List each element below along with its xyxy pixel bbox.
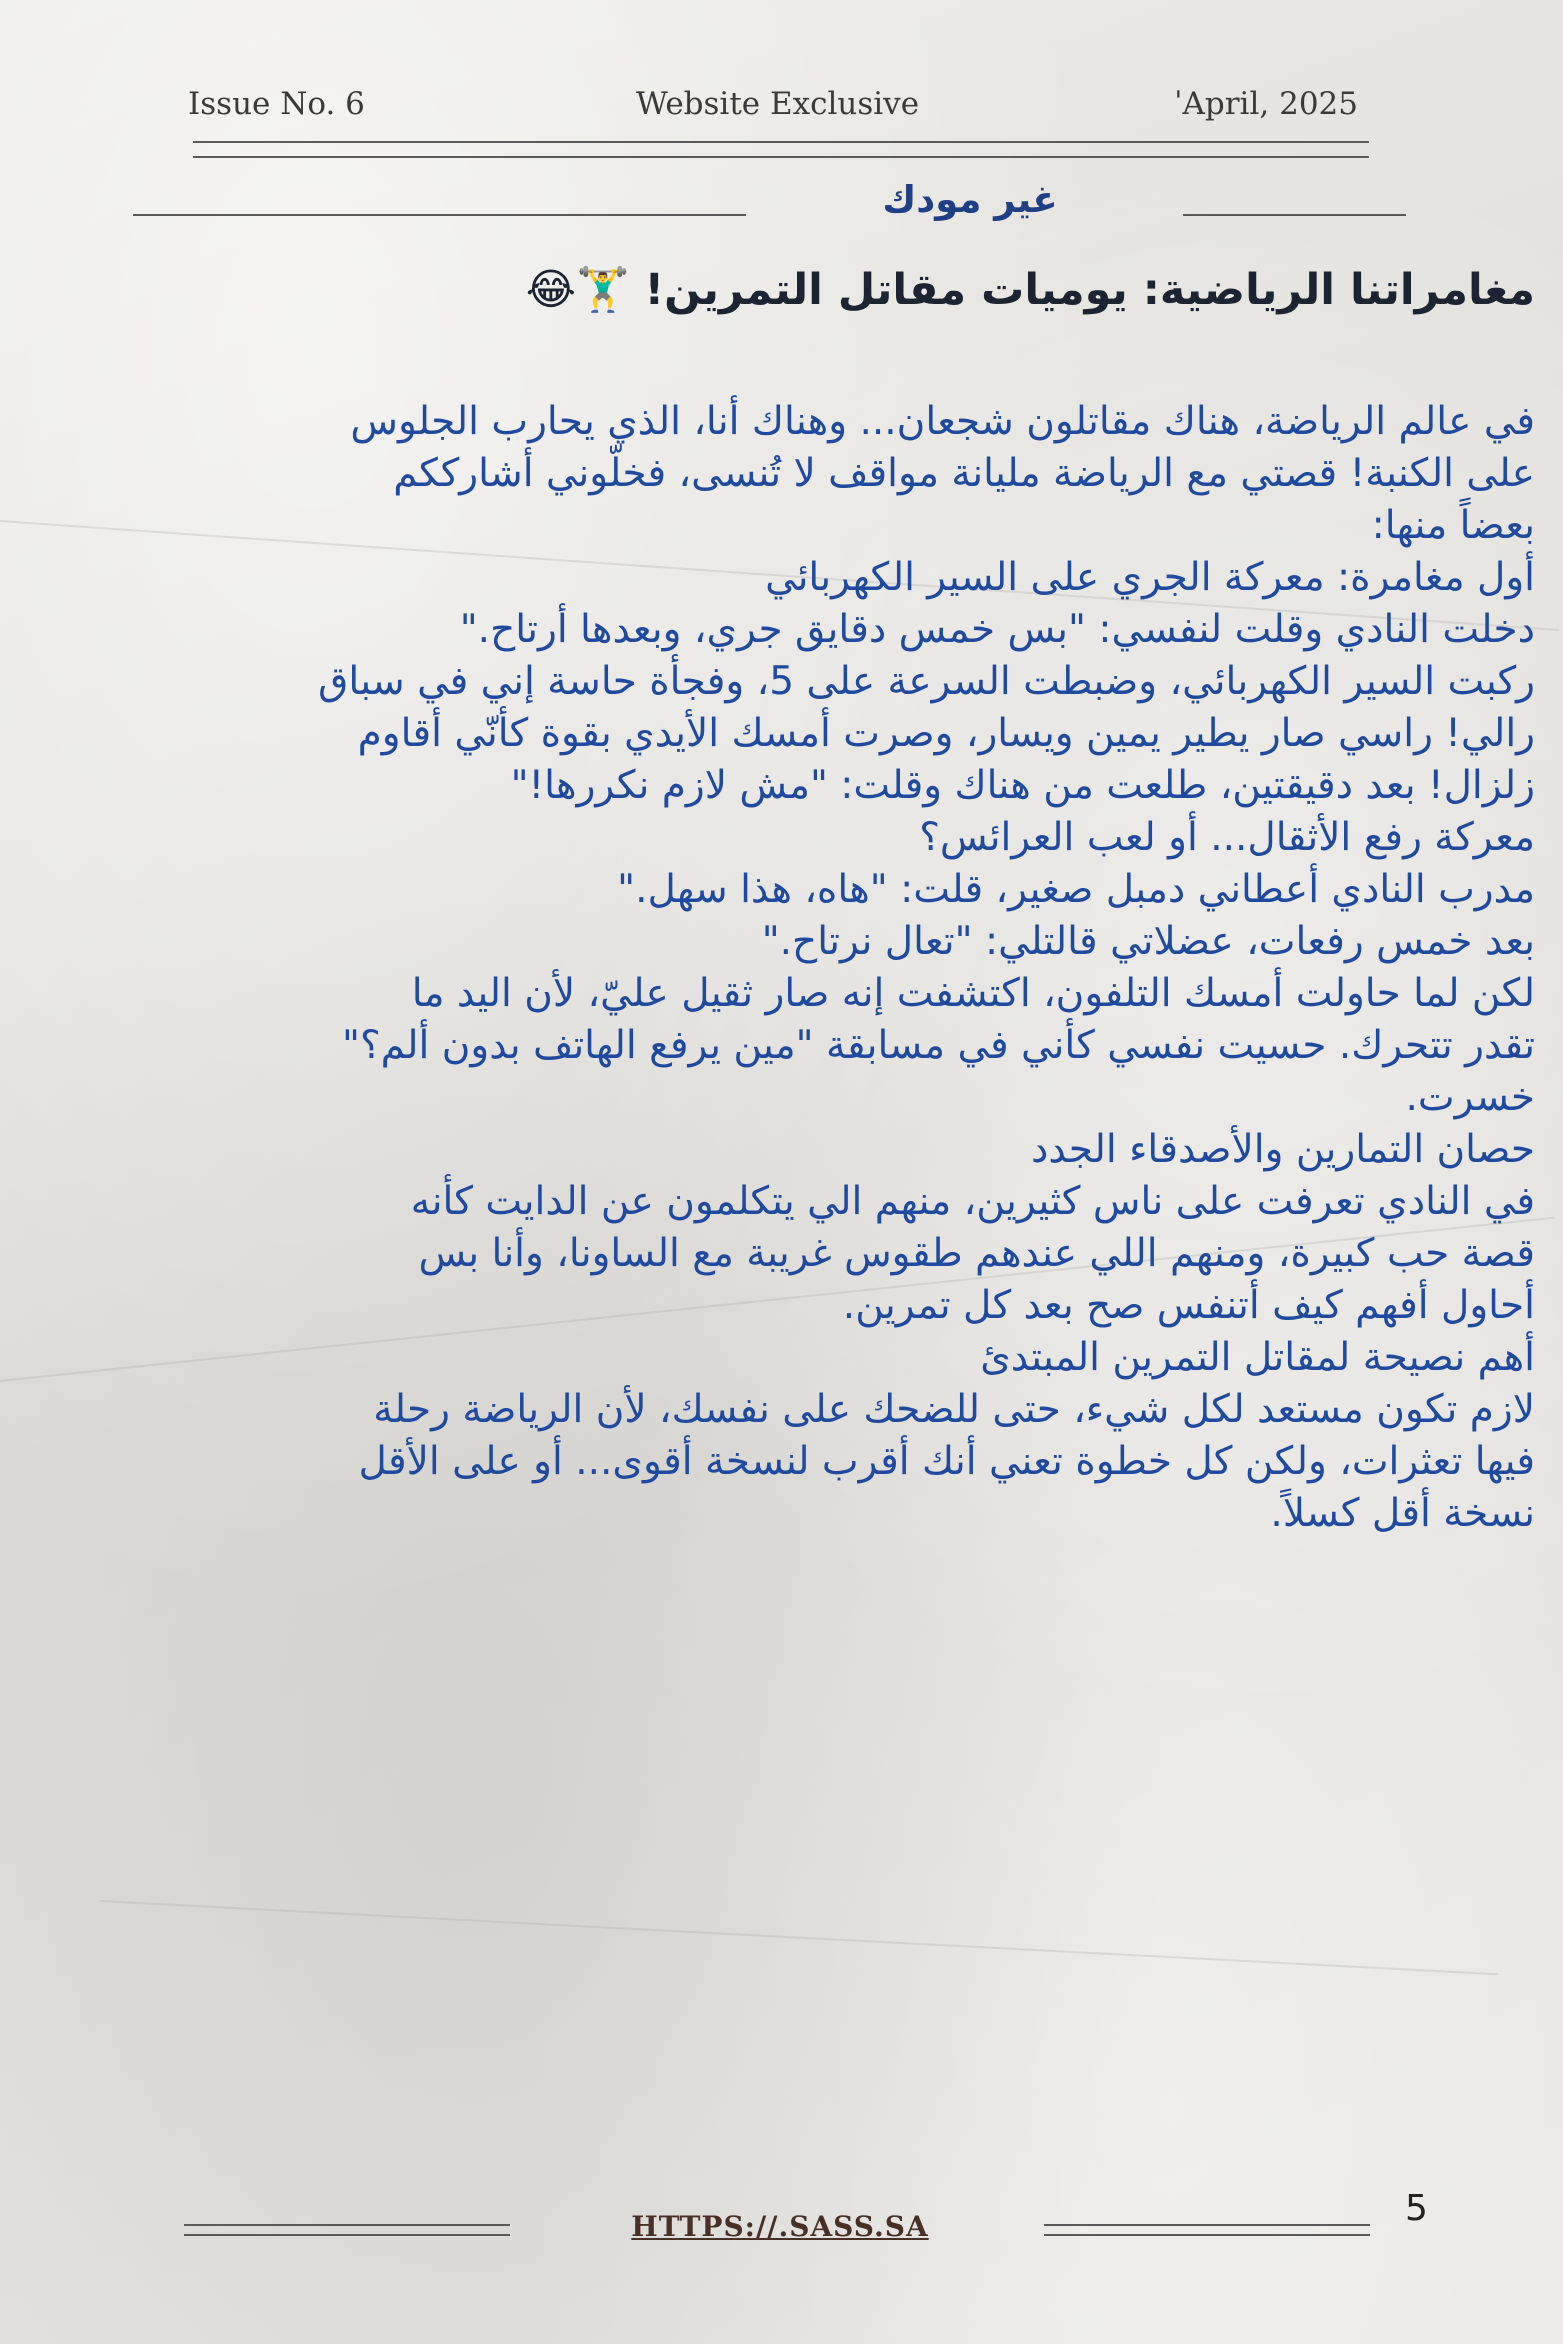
body-line: لكن لما حاولت أمسك التلفون، اكتشفت إنه صار ثقيل عليّ، لأن اليد ما bbox=[411, 971, 1535, 1016]
section-rule-left bbox=[133, 214, 746, 216]
section-tag: غير مودك bbox=[882, 178, 1058, 221]
body-line: رالي! راسي صار يطير يمين ويسار، وصرت أمسك الأيدي بقوة كأنّي أقاوم bbox=[357, 711, 1535, 756]
body-line: قصة حب كبيرة، ومنهم اللي عندهم طقوس غريبة مع الساونا، وأنا بس bbox=[418, 1231, 1535, 1276]
body-line: مدرب النادي أعطاني دمبل صغير، قلت: "هاه، هذا سهل." bbox=[617, 867, 1535, 912]
body-line: أحاول أفهم كيف أتنفس صح بعد كل تمرين. bbox=[842, 1283, 1535, 1328]
body-line: دخلت النادي وقلت لنفسي: "بس خمس دقايق جري، وبعدها أرتاح." bbox=[459, 607, 1535, 652]
body-line: تقدر تتحرك. حسيت نفسي كأني في مسابقة "مين يرفع الهاتف بدون ألم؟" bbox=[342, 1023, 1535, 1068]
footer-rule-left-top bbox=[184, 2224, 510, 2226]
body-line: لازم تكون مستعد لكل شيء، حتى للضحك على نفسك، لأن الرياضة رحلة bbox=[373, 1387, 1535, 1432]
subheading: أول مغامرة: معركة الجري على السير الكهربائي bbox=[765, 555, 1535, 600]
subheading: حصان التمارين والأصدقاء الجدد bbox=[1030, 1127, 1535, 1172]
header-rule-top bbox=[193, 141, 1369, 143]
body-line: نسخة أقل كسلاً. bbox=[1270, 1491, 1535, 1536]
body-line: زلزال! بعد دقيقتين، طلعت من هناك وقلت: "مش لازم نكررها!" bbox=[510, 763, 1535, 808]
page-number: 5 bbox=[1405, 2188, 1428, 2229]
body-line: بعد خمس رفعات، عضلاتي قالتلي: "تعال نرتاح." bbox=[761, 919, 1535, 964]
website-link[interactable]: HTTPS://.SASS.SA bbox=[631, 2210, 929, 2243]
issue-number: Issue No. 6 bbox=[188, 86, 365, 122]
body-line: فيها تعثرات، ولكن كل خطوة تعني أنك أقرب لنسخة أقوى... أو على الأقل bbox=[358, 1439, 1535, 1484]
masthead bbox=[188, 86, 1358, 130]
article-title: مغامراتنا الرياضية: يوميات مقاتل التمرين! 🏋️‍♂️😂 bbox=[525, 265, 1535, 315]
subheading: أهم نصيحة لمقاتل التمرين المبتدئ bbox=[980, 1335, 1535, 1380]
subheading: معركة رفع الأثقال... أو لعب العرائس؟ bbox=[919, 815, 1535, 860]
footer-rule-right-bottom bbox=[1044, 2234, 1370, 2236]
body-line: ركبت السير الكهربائي، وضبطت السرعة على 5، وفجأة حاسة إني في سباق bbox=[318, 659, 1535, 704]
footer-rule-left-bottom bbox=[184, 2234, 510, 2236]
body-line: في عالم الرياضة، هناك مقاتلون شجعان... وهناك أنا، الذي يحارب الجلوس bbox=[350, 399, 1535, 444]
edition-label: Website Exclusive bbox=[636, 86, 920, 122]
body-line: خسرت. bbox=[1405, 1075, 1535, 1120]
body-line: بعضاً منها: bbox=[1371, 503, 1535, 548]
body-line: في النادي تعرفت على ناس كثيرين، منهم الي يتكلمون عن الدايت كأنه bbox=[410, 1179, 1535, 1224]
article-body bbox=[10, 396, 1535, 1540]
header-rule-bottom bbox=[193, 156, 1369, 158]
paper-crease bbox=[100, 1900, 1498, 1975]
issue-date: ˈApril, 2025 bbox=[1173, 86, 1358, 122]
footer-rule-right-top bbox=[1044, 2224, 1370, 2226]
body-line: على الكنبة! قصتي مع الرياضة مليانة مواقف لا تُنسى، فخلّوني أشارككم bbox=[393, 451, 1535, 496]
section-rule-right bbox=[1183, 214, 1406, 216]
